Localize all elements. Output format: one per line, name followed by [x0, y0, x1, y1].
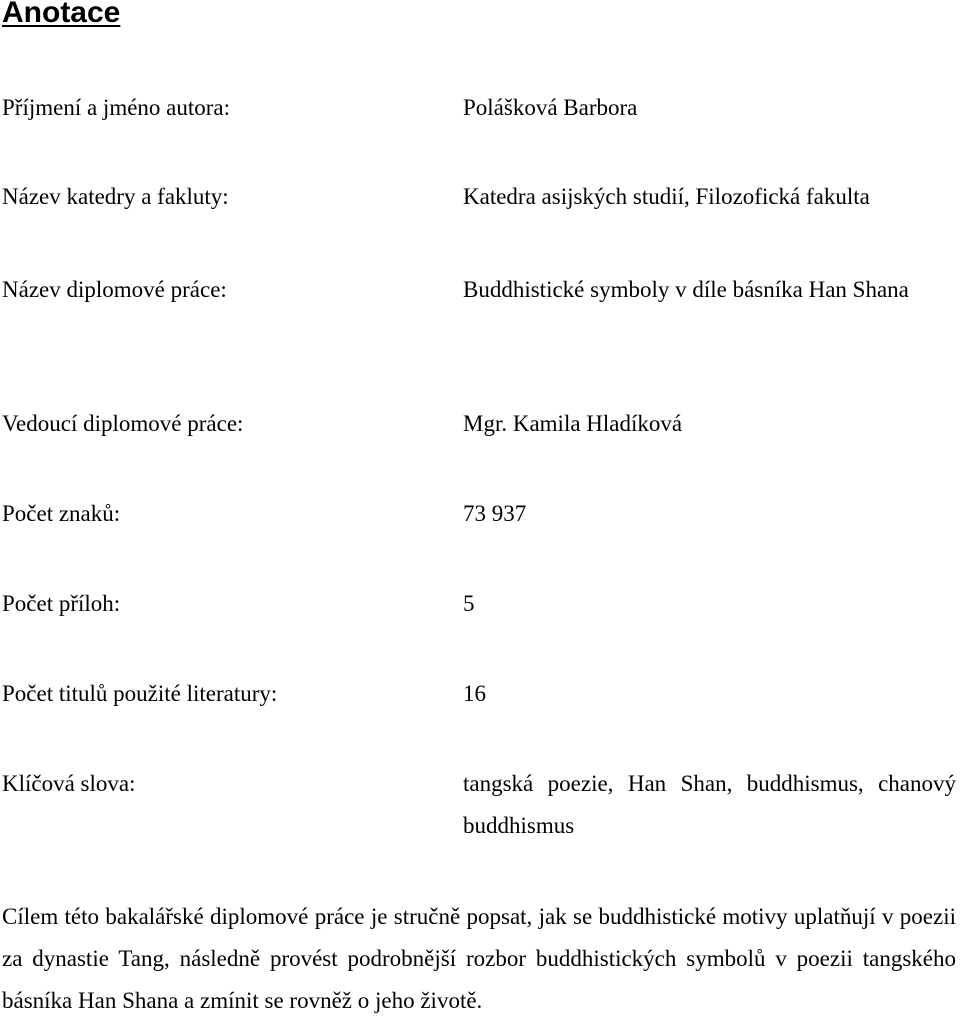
supervisor-value: Mgr. Kamila Hladíková: [463, 411, 683, 436]
char-count-label: Počet znaků:: [2, 501, 121, 526]
page-title: Anotace: [2, 0, 121, 29]
author-label: Příjmení a jméno autora:: [2, 95, 231, 120]
char-count-value: 73 937: [463, 501, 527, 526]
literature-count-value: 16: [463, 681, 486, 706]
supervisor-label: Vedoucí diplomové práce:: [2, 411, 244, 436]
thesis-title-label: Název diplomové práce:: [2, 277, 227, 302]
keywords-value: tangská poezie, Han Shan, buddhismus, chanový buddhismus: [463, 771, 956, 838]
abstract-paragraph: Cílem této bakalářské diplomové práce je stručně popsat, jak se buddhistické motivy uplatňují v poezii za dynastie Tang, následně provést podrobnější rozbor buddhistických symbolů v poezii tangského básníka Han Shana a zmínit se rovněž o jeho životě.: [2, 904, 956, 1013]
literature-count-label: Počet titulů použité literatury:: [2, 681, 278, 706]
thesis-title-value: Buddhistické symboly v díle básníka Han Shana: [463, 277, 909, 302]
attachments-label: Počet příloh:: [2, 591, 121, 616]
department-label: Název katedry a fakluty:: [2, 184, 229, 209]
department-value: Katedra asijských studií, Filozofická fakulta: [463, 184, 870, 209]
keywords-label: Klíčová slova:: [2, 771, 136, 796]
attachments-value: 5: [463, 591, 475, 616]
author-value: Polášková Barbora: [463, 95, 638, 120]
